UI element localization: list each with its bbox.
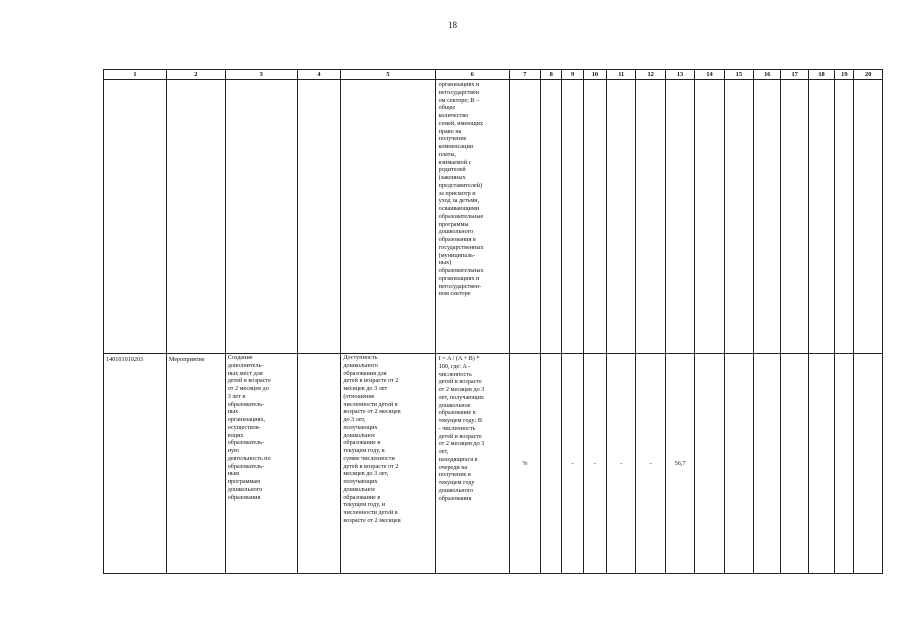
cell-unit: [509, 80, 540, 354]
cell-col19: [835, 354, 854, 574]
cell-col11: [607, 80, 636, 354]
page-number: 18: [448, 20, 457, 30]
column-header: 14: [695, 70, 724, 80]
column-header: 5: [341, 70, 435, 80]
cell-col9: -: [562, 354, 583, 574]
cell-col14: [695, 80, 724, 354]
cell-col9: [562, 80, 583, 354]
cell-type: Мероприятие: [166, 354, 225, 574]
cell-col15: [724, 354, 753, 574]
cell-col13: 56,7: [665, 354, 694, 574]
cell-col17: [781, 80, 808, 354]
cell-col10: [583, 80, 606, 354]
cell-col14: [695, 354, 724, 574]
cell-col18: [808, 80, 834, 354]
cell-col10: -: [583, 354, 606, 574]
table-header-row: [104, 70, 883, 80]
cell-col4: [297, 80, 341, 354]
cell-name: [225, 80, 297, 354]
column-header: 10: [583, 70, 606, 80]
column-header: 20: [854, 70, 883, 80]
column-header: 6: [435, 70, 509, 80]
cell-formula: организациях и негосударствен ом секторе; В – общее количество семей, имеющих право на получение компенсации платы, взимаемой с родителей (законных представителей) за присмотр и уход за детьми, осваивающими образовательные программы дошкольного образования в государственных (муниципаль- ных) образовательных организациях и негосударствен- ном секторе: [435, 80, 509, 354]
column-header: 18: [808, 70, 834, 80]
column-header: 8: [541, 70, 562, 80]
cell-unit: %: [509, 354, 540, 574]
column-header: 15: [724, 70, 753, 80]
cell-name: Создание дополнитель- ных мест для детей в возрасте от 2 месяцев до 3 лет в образователь- ных организациях, осуществля- ющих образователь- ную деятельность по образователь- ным программам дошкольного образования: [225, 354, 297, 574]
cell-code: 140101010203: [104, 354, 167, 574]
cell-indicator: Доступность дошкольного образования для детей в возрасте от 2 месяцев до 3 лет (отношение численности детей в возрасте от 2 месяцев до 3 лет, получающих дошкольное образование в текущем году, к сумме численности детей в возрасте от 2 месяцев до 3 лет, получающих дошкольное образование в текущем году, и численности детей в возрасте от 2 месяцев: [341, 354, 435, 574]
cell-code: [104, 80, 167, 354]
column-header: 17: [781, 70, 808, 80]
cell-col11: -: [607, 354, 636, 574]
column-header: 4: [297, 70, 341, 80]
cell-col8: [541, 354, 562, 574]
column-header: 1: [104, 70, 167, 80]
column-header: 3: [225, 70, 297, 80]
cell-col4: [297, 354, 341, 574]
cell-col20: [854, 354, 883, 574]
column-header: 11: [607, 70, 636, 80]
cell-formula: I = A / (A + B) * 100, где: A - численность детей в возрасте от 2 месяцев до 3 лет, получающих дошкольное образование в текущем году; B - численность детей в возрасте от 2 месяцев до 3 лет, находящихся в очереди на получение в текущем году дошкольного образования: [435, 354, 509, 574]
column-header: 2: [166, 70, 225, 80]
column-header: 16: [754, 70, 781, 80]
indicator-table: [103, 69, 883, 574]
cell-col20: [854, 80, 883, 354]
cell-col17: [781, 354, 808, 574]
table-row: [104, 80, 883, 354]
cell-col19: [835, 80, 854, 354]
table-row: [104, 354, 883, 574]
cell-col16: [754, 80, 781, 354]
cell-col8: [541, 80, 562, 354]
column-header: 12: [636, 70, 665, 80]
column-header: 13: [665, 70, 694, 80]
cell-col15: [724, 80, 753, 354]
column-header: 9: [562, 70, 583, 80]
cell-indicator: [341, 80, 435, 354]
column-header: 7: [509, 70, 540, 80]
cell-col16: [754, 354, 781, 574]
cell-col12: -: [636, 354, 665, 574]
cell-col12: [636, 80, 665, 354]
column-header: 19: [835, 70, 854, 80]
cell-col18: [808, 354, 834, 574]
cell-type: [166, 80, 225, 354]
cell-col13: [665, 80, 694, 354]
